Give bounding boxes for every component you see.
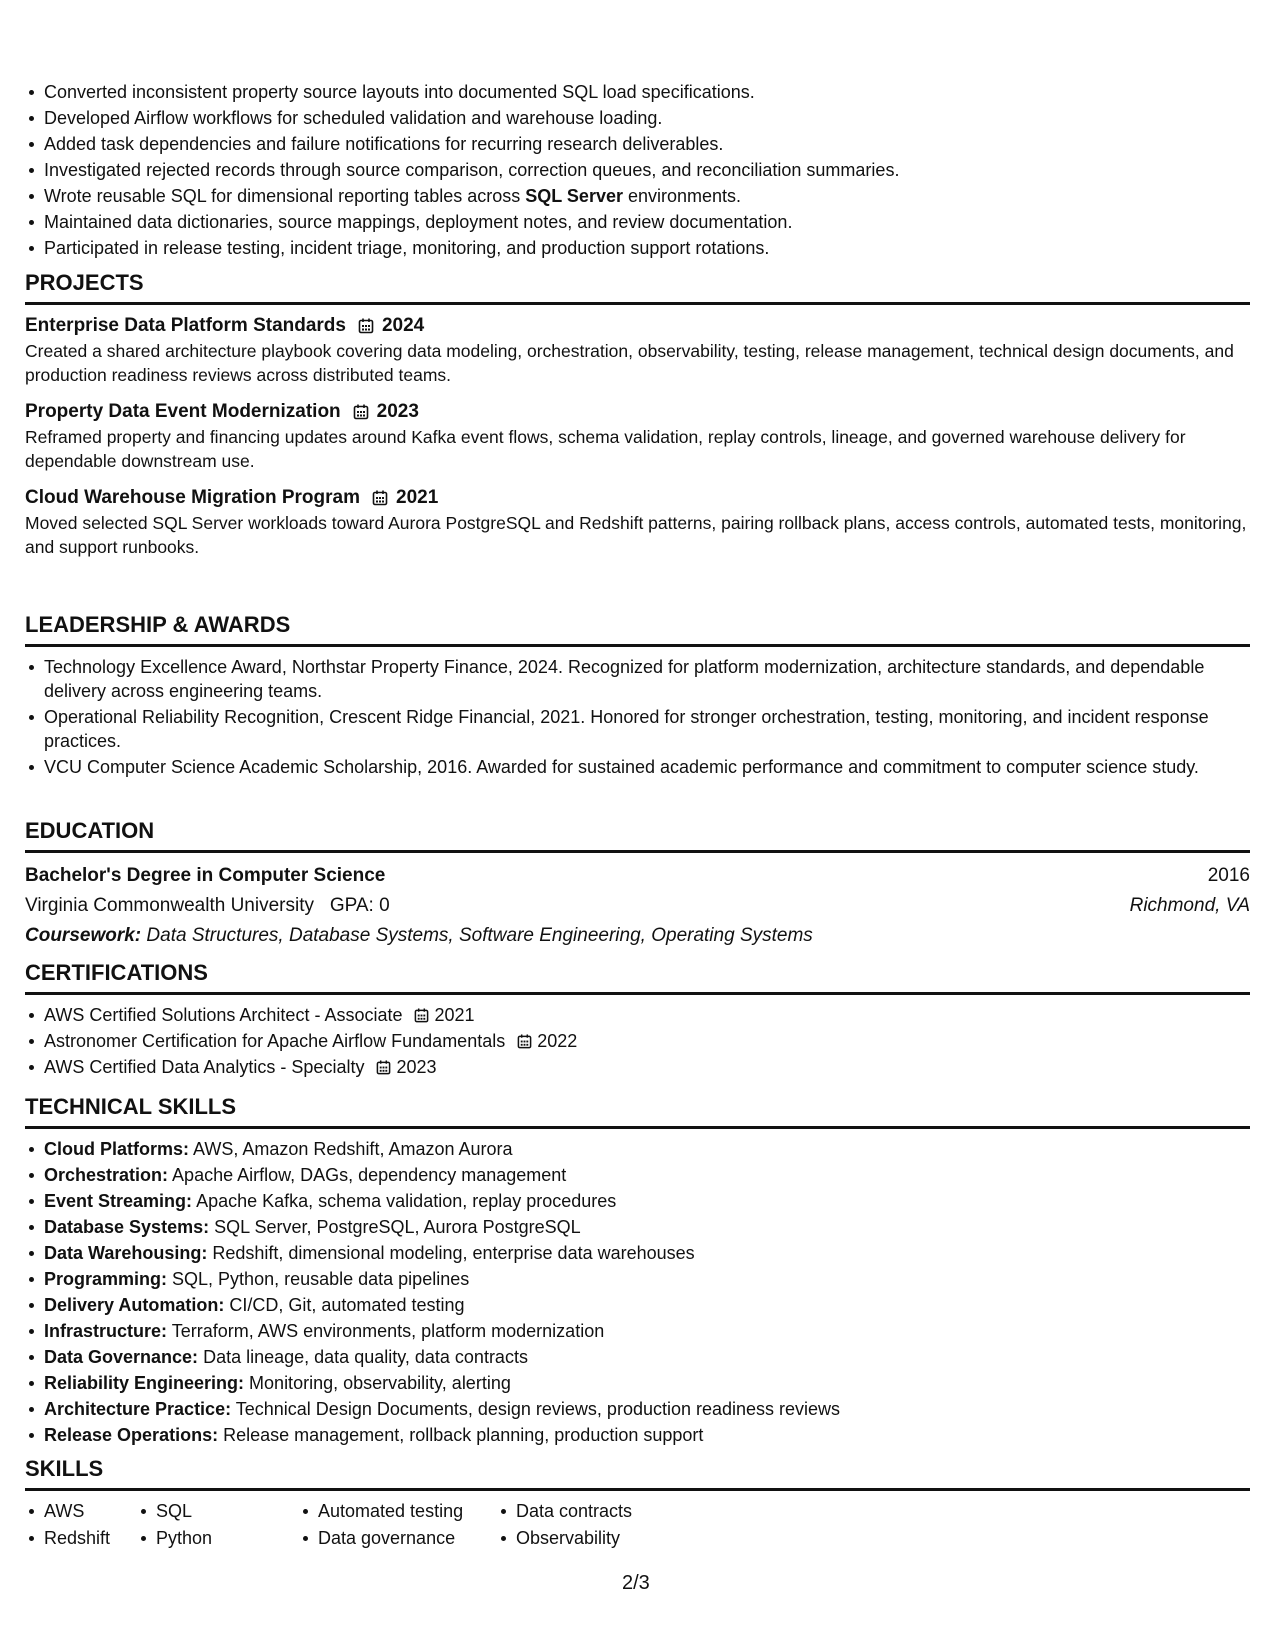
- experience-bullet: Maintained data dictionaries, source mappings, deployment notes, and review documentation.: [25, 210, 1250, 234]
- project-year: 2023: [376, 401, 419, 422]
- technical-skill-item: [25, 1371, 1250, 1395]
- technical-skill-item: [25, 1293, 1250, 1317]
- skill-category: Data Governance:: [44, 1347, 199, 1367]
- coursework-label: Coursework:: [25, 925, 142, 946]
- skill-item: Data governance: [299, 1526, 497, 1550]
- skill-values: Technical Design Documents, design reviews, production readiness reviews: [235, 1399, 841, 1419]
- project-header: [25, 399, 1250, 425]
- projects-section: [25, 268, 1250, 571]
- technical-skill-item: [25, 1397, 1250, 1421]
- skill-values: SQL, Python, reusable data pipelines: [172, 1269, 470, 1289]
- calendar-icon: [517, 1034, 532, 1049]
- skill-category: Delivery Automation:: [44, 1295, 225, 1315]
- gpa: GPA: 0: [329, 895, 390, 916]
- coursework-row: [25, 921, 1250, 951]
- education-section: [25, 816, 1250, 951]
- technical-skill-item: [25, 1163, 1250, 1187]
- project-name: Property Data Event Modernization: [25, 401, 341, 422]
- bullet-text: Wrote reusable SQL for dimensional reporting tables across: [44, 186, 526, 206]
- education-degree-row: [25, 861, 1250, 891]
- calendar-icon: [372, 490, 388, 506]
- project-item: [25, 399, 1250, 473]
- award-item: Operational Reliability Recognition, Crescent Ridge Financial, 2021. Honored for stronger orchestration, testing, monitoring, and incident response practices.: [25, 705, 1250, 753]
- skill-category: Orchestration:: [44, 1165, 169, 1185]
- certification-year: 2023: [396, 1057, 437, 1077]
- skill-item: Python: [137, 1526, 299, 1550]
- bullet-highlight: SQL Server: [525, 186, 623, 206]
- skill-category: Data Warehousing:: [44, 1243, 208, 1263]
- skills-column: [299, 1499, 497, 1553]
- project-description: Reframed property and financing updates around Kafka event flows, schema validation, replay controls, lineage, and governed warehouse delivery for dependable downstream use.: [25, 427, 1186, 471]
- skill-values: Apache Airflow, DAGs, dependency management: [172, 1165, 567, 1185]
- skills-column: [497, 1499, 697, 1553]
- experience-bullet: Investigated rejected records through source comparison, correction queues, and reconciliation summaries.: [25, 158, 1250, 182]
- degree-name: Bachelor's Degree in Computer Science: [25, 865, 386, 886]
- calendar-icon: [414, 1008, 429, 1023]
- skill-item: AWS: [25, 1499, 137, 1523]
- leadership-section: [25, 610, 1250, 781]
- technical-skill-item: [25, 1267, 1250, 1291]
- section-title: EDUCATION: [25, 816, 1250, 853]
- technical-skill-item: [25, 1189, 1250, 1213]
- coursework: [25, 921, 813, 951]
- technical-skill-item: [25, 1423, 1250, 1447]
- skill-values: CI/CD, Git, automated testing: [229, 1295, 465, 1315]
- section-title: SKILLS: [25, 1454, 1250, 1491]
- skill-category: Event Streaming:: [44, 1191, 193, 1211]
- experience-bullet: [25, 184, 1250, 208]
- graduation-year: 2016: [1207, 865, 1250, 886]
- skill-item: SQL: [137, 1499, 299, 1523]
- technical-skill-item: [25, 1345, 1250, 1369]
- education-school-row: [25, 891, 1250, 921]
- award-item: VCU Computer Science Academic Scholarship, 2016. Awarded for sustained academic performance and commitment to computer science study.: [25, 755, 1250, 779]
- skill-values: Monitoring, observability, alerting: [249, 1373, 511, 1393]
- certification-item: [25, 1003, 1250, 1027]
- experience-bullet: Converted inconsistent property source layouts into documented SQL load specifications.: [25, 80, 1250, 104]
- coursework-list: Data Structures, Database Systems, Software Engineering, Operating Systems: [146, 925, 813, 946]
- certification-name: AWS Certified Data Analytics - Specialty: [44, 1057, 365, 1077]
- skills-column: [25, 1499, 137, 1553]
- skill-values: AWS, Amazon Redshift, Amazon Aurora: [193, 1139, 513, 1159]
- certification-year: 2022: [537, 1031, 578, 1051]
- award-item: Technology Excellence Award, Northstar Property Finance, 2024. Recognized for platform modernization, architecture standards, and dependable delivery across engineering teams.: [25, 655, 1250, 703]
- certification-item: [25, 1055, 1250, 1079]
- calendar-icon: [358, 318, 374, 334]
- section-title: CERTIFICATIONS: [25, 958, 1250, 995]
- school-location: Richmond, VA: [1129, 895, 1250, 916]
- skill-category: Release Operations:: [44, 1425, 219, 1445]
- project-year: 2021: [396, 487, 439, 508]
- certification-name: Astronomer Certification for Apache Airflow Fundamentals: [44, 1031, 506, 1051]
- awards-list: [25, 655, 1250, 779]
- project-item: [25, 485, 1250, 559]
- project-description: Moved selected SQL Server workloads toward Aurora PostgreSQL and Redshift patterns, pairing rollback plans, access controls, automated tests, monitoring, and support runbooks.: [25, 513, 1247, 557]
- skill-values: Data lineage, data quality, data contracts: [203, 1347, 528, 1367]
- skill-values: Apache Kafka, schema validation, replay procedures: [196, 1191, 617, 1211]
- experience-bullet-list: [25, 80, 1250, 262]
- project-description: Created a shared architecture playbook covering data modeling, orchestration, observability, testing, release management, technical design documents, and production readiness reviews across distributed teams.: [25, 341, 1234, 385]
- certification-item: [25, 1029, 1250, 1053]
- school-info: [25, 891, 390, 921]
- project-item: [25, 313, 1250, 387]
- certification-year: 2021: [434, 1005, 475, 1025]
- skill-item: Observability: [497, 1526, 697, 1550]
- technical-skills-list: [25, 1137, 1250, 1447]
- skills-section: [25, 1454, 1250, 1553]
- page-number: 2/3: [622, 1572, 650, 1594]
- skill-values: SQL Server, PostgreSQL, Aurora PostgreSQL: [214, 1217, 581, 1237]
- project-header: [25, 485, 1250, 511]
- skill-item: Data contracts: [497, 1499, 697, 1523]
- certification-name: AWS Certified Solutions Architect - Associate: [44, 1005, 403, 1025]
- school-name: Virginia Commonwealth University: [25, 895, 314, 916]
- skill-category: Architecture Practice:: [44, 1399, 232, 1419]
- skill-category: Infrastructure:: [44, 1321, 168, 1341]
- section-title: PROJECTS: [25, 268, 1250, 305]
- experience-bullet: Participated in release testing, incident triage, monitoring, and production support rotations.: [25, 236, 1250, 260]
- technical-skill-item: [25, 1215, 1250, 1239]
- skills-column: [137, 1499, 299, 1553]
- certifications-list: [25, 1003, 1250, 1079]
- project-header: [25, 313, 1250, 339]
- project-year: 2024: [381, 315, 425, 336]
- project-name: Cloud Warehouse Migration Program: [25, 487, 360, 508]
- calendar-icon: [376, 1060, 391, 1075]
- skill-values: Terraform, AWS environments, platform modernization: [171, 1321, 605, 1341]
- section-title: LEADERSHIP & AWARDS: [25, 610, 1250, 647]
- skill-category: Database Systems:: [44, 1217, 210, 1237]
- skills-columns: [25, 1499, 1250, 1553]
- section-title: TECHNICAL SKILLS: [25, 1092, 1250, 1129]
- certifications-section: [25, 958, 1250, 1081]
- skill-category: Reliability Engineering:: [44, 1373, 245, 1393]
- skill-category: Cloud Platforms:: [44, 1139, 190, 1159]
- technical-skill-item: [25, 1241, 1250, 1265]
- skill-item: Automated testing: [299, 1499, 497, 1523]
- skill-values: Redshift, dimensional modeling, enterprise data warehouses: [212, 1243, 695, 1263]
- technical-skills-section: [25, 1092, 1250, 1449]
- calendar-icon: [353, 404, 369, 420]
- experience-bullet: Added task dependencies and failure notifications for recurring research deliverables.: [25, 132, 1250, 156]
- project-name: Enterprise Data Platform Standards: [25, 315, 346, 336]
- skill-category: Programming:: [44, 1269, 168, 1289]
- experience-bullet: Developed Airflow workflows for scheduled validation and warehouse loading.: [25, 106, 1250, 130]
- technical-skill-item: [25, 1319, 1250, 1343]
- skill-values: Release management, rollback planning, production support: [223, 1425, 704, 1445]
- skill-item: Redshift: [25, 1526, 137, 1550]
- bullet-text: environments.: [622, 186, 742, 206]
- technical-skill-item: [25, 1137, 1250, 1161]
